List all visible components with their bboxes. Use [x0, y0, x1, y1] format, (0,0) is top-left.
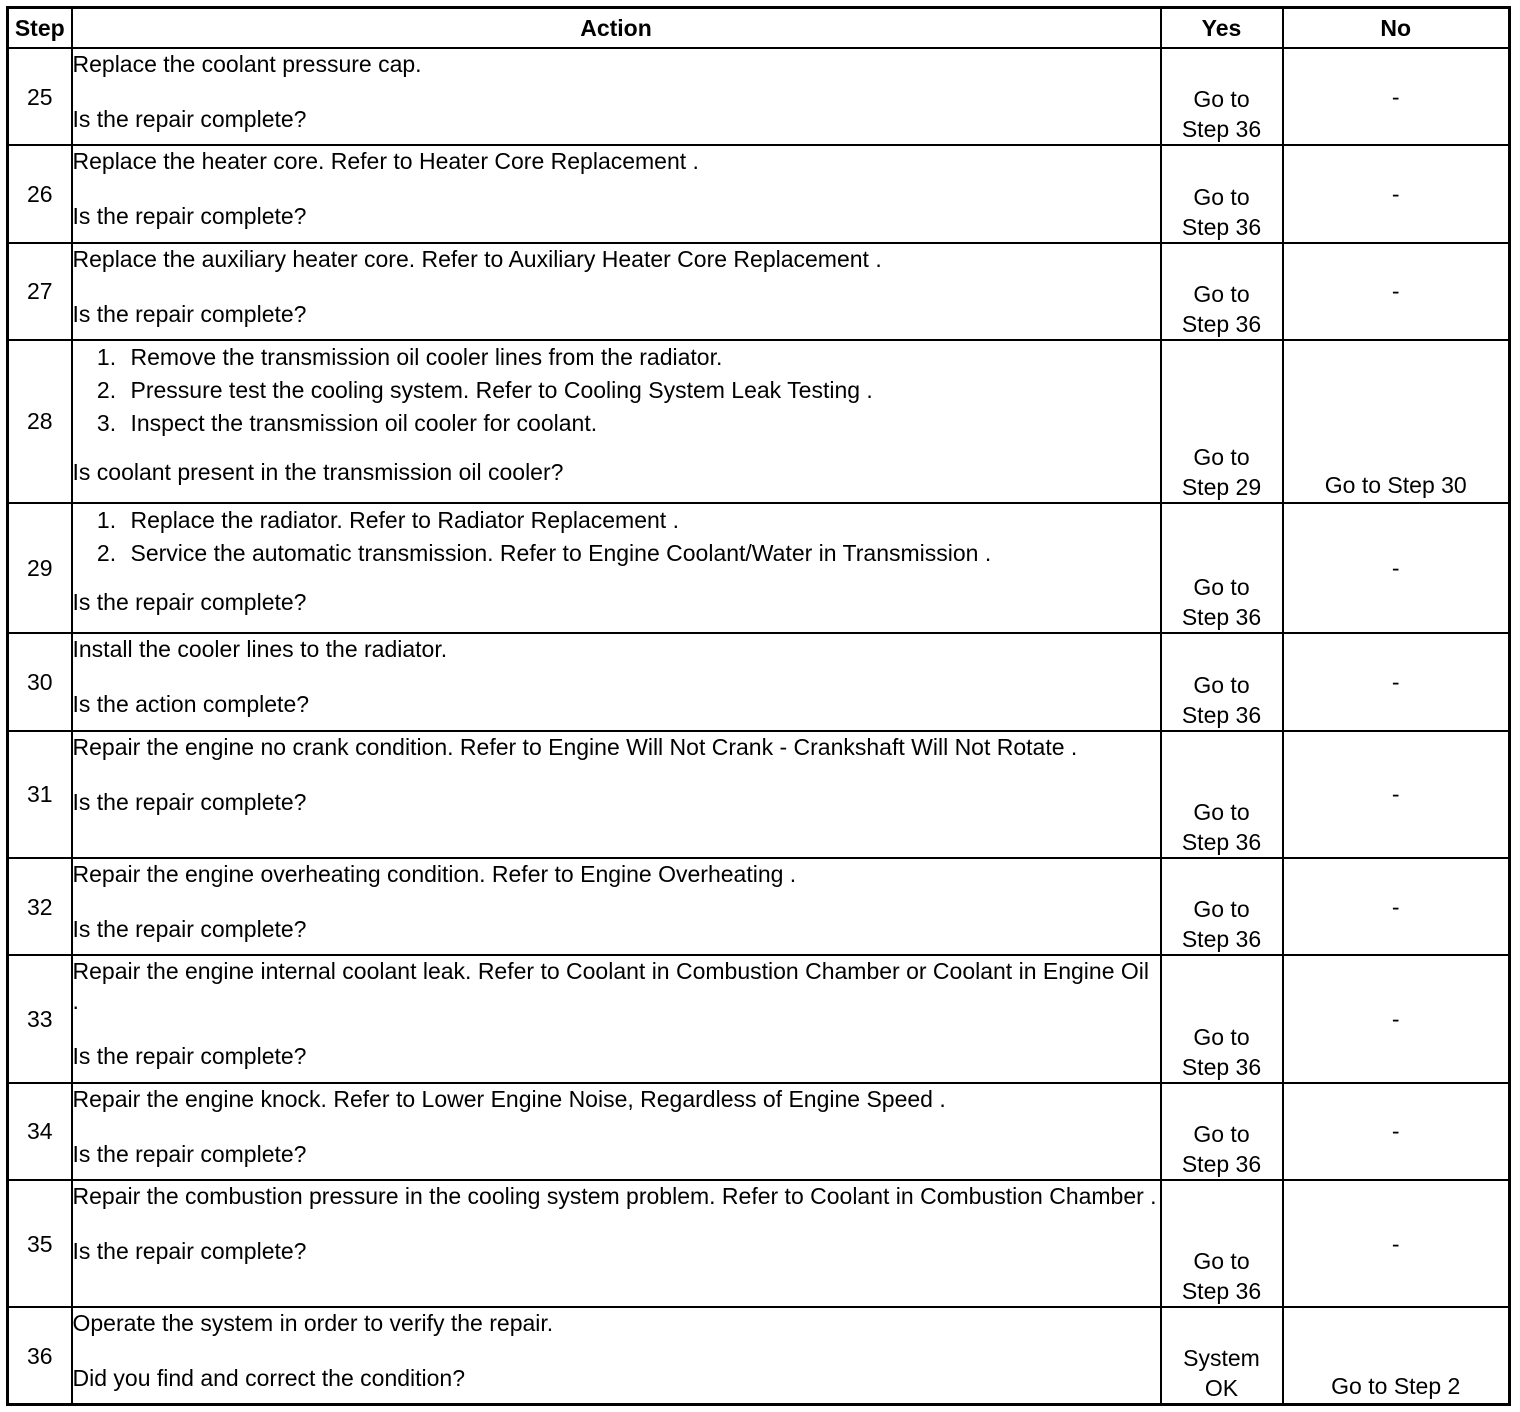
- yes-line: Go to: [1193, 574, 1250, 601]
- step-number: 35: [8, 1180, 72, 1307]
- step-number: 28: [8, 340, 72, 503]
- yes-line: Go to: [1193, 1120, 1250, 1147]
- action-text: Replace the auxiliary heater core. Refer to Auxiliary Heater Core Replacement .: [72, 245, 882, 272]
- table-row: [8, 1307, 1510, 1404]
- header-no: No: [1283, 8, 1510, 49]
- yes-line: Step 36: [1181, 1278, 1262, 1305]
- action-text: Repair the engine knock. Refer to Lower Engine Noise, Regardless of Engine Speed .: [72, 1085, 946, 1112]
- action-cell: [72, 48, 1161, 145]
- yes-line: OK: [1204, 1375, 1239, 1401]
- action-cell: [72, 731, 1161, 858]
- step-number: 32: [8, 858, 72, 955]
- no-cell: -: [1283, 955, 1510, 1082]
- action-question: Is the action complete?: [72, 691, 310, 718]
- table-row: [8, 1083, 1510, 1180]
- action-question: Is the repair complete?: [72, 1237, 307, 1264]
- yes-line: Step 36: [1181, 1053, 1262, 1080]
- yes-line: Step 36: [1181, 310, 1262, 337]
- no-cell: -: [1283, 145, 1510, 242]
- list-item: 1. Remove the transmission oil cooler lines from the radiator.: [123, 341, 1160, 374]
- action-question: Did you find and correct the condition?: [72, 1365, 466, 1392]
- yes-line: Step 36: [1181, 1150, 1262, 1177]
- table-row: [8, 145, 1510, 242]
- action-question: Is the repair complete?: [72, 300, 307, 327]
- yes-line: Step 36: [1181, 701, 1262, 728]
- action-cell: [72, 1180, 1161, 1307]
- header-yes: Yes: [1161, 8, 1283, 49]
- yes-line: Go to: [1193, 896, 1250, 923]
- yes-line: Go to: [1193, 183, 1250, 210]
- no-cell: -: [1283, 503, 1510, 633]
- step-number: 25: [8, 48, 72, 145]
- action-cell: [72, 1083, 1161, 1180]
- step-number: 33: [8, 955, 72, 1082]
- action-text: Install the cooler lines to the radiator.: [72, 636, 448, 663]
- list-item: 2. Service the automatic transmission. Refer to Engine Coolant/Water in Transmission .: [123, 537, 1160, 570]
- no-cell: -: [1283, 633, 1510, 730]
- header-row: [8, 8, 1510, 49]
- step-number: 29: [8, 503, 72, 633]
- action-text: Repair the engine overheating condition. Refer to Engine Overheating .: [72, 861, 797, 888]
- yes-cell: [1161, 633, 1283, 730]
- step-number: 26: [8, 145, 72, 242]
- yes-line: Go to: [1193, 1023, 1250, 1050]
- action-text: Repair the combustion pressure in the cooling system problem. Refer to Coolant in Combustion Chamber .: [72, 1182, 1157, 1209]
- table-row: [8, 340, 1510, 503]
- table-row: [8, 633, 1510, 730]
- table-row: [8, 503, 1510, 633]
- yes-cell: [1161, 145, 1283, 242]
- list-item: 3. Inspect the transmission oil cooler for coolant.: [123, 407, 1160, 440]
- yes-line: Go to: [1193, 1248, 1250, 1275]
- no-cell: Go to Step 2: [1283, 1307, 1510, 1404]
- action-text: Repair the engine internal coolant leak. Refer to Coolant in Combustion Chamber or Coolant in Engine Oil .: [72, 958, 1149, 1015]
- action-question: Is the repair complete?: [72, 1140, 307, 1167]
- yes-cell: [1161, 48, 1283, 145]
- yes-line: Step 36: [1181, 926, 1262, 953]
- step-number: 34: [8, 1083, 72, 1180]
- action-cell: [72, 633, 1161, 730]
- yes-line: Go to: [1193, 799, 1250, 826]
- step-number: 30: [8, 633, 72, 730]
- diagnostic-table: [6, 6, 1511, 1406]
- yes-line: Go to: [1193, 280, 1250, 307]
- header-action: Action: [72, 8, 1161, 49]
- no-cell: -: [1283, 48, 1510, 145]
- yes-cell: [1161, 1180, 1283, 1307]
- action-question: Is the repair complete?: [72, 916, 307, 943]
- step-number: 27: [8, 243, 72, 340]
- action-steps-list: [73, 504, 1160, 570]
- yes-cell: [1161, 1083, 1283, 1180]
- action-cell: [72, 340, 1161, 503]
- action-cell: [72, 858, 1161, 955]
- action-cell: [72, 145, 1161, 242]
- yes-line: Step 36: [1181, 116, 1262, 143]
- yes-cell: [1161, 731, 1283, 858]
- action-cell: [72, 243, 1161, 340]
- action-question: Is the repair complete?: [72, 1043, 307, 1070]
- table-row: [8, 955, 1510, 1082]
- action-question: Is the repair complete?: [72, 589, 307, 616]
- action-cell: [72, 955, 1161, 1082]
- yes-line: Step 36: [1181, 213, 1262, 240]
- list-item: 2. Pressure test the cooling system. Refer to Cooling System Leak Testing .: [123, 374, 1160, 407]
- no-cell: -: [1283, 858, 1510, 955]
- no-cell: -: [1283, 731, 1510, 858]
- step-number: 36: [8, 1307, 72, 1404]
- action-steps-list: [73, 341, 1160, 440]
- action-question: Is coolant present in the transmission oil cooler?: [72, 458, 564, 485]
- action-text: Operate the system in order to verify the repair.: [72, 1310, 554, 1337]
- action-cell: [72, 1307, 1161, 1404]
- header-step: Step: [8, 8, 72, 49]
- yes-line: Go to: [1193, 86, 1250, 113]
- table-row: [8, 48, 1510, 145]
- yes-cell: [1161, 955, 1283, 1082]
- yes-line: Go to: [1193, 671, 1250, 698]
- no-cell: Go to Step 30: [1283, 340, 1510, 503]
- no-cell: -: [1283, 243, 1510, 340]
- table-row: [8, 243, 1510, 340]
- yes-line: Step 36: [1181, 604, 1262, 631]
- yes-cell: [1161, 340, 1283, 503]
- action-text: Repair the engine no crank condition. Refer to Engine Will Not Crank - Crankshaft Will Not Rotate .: [72, 733, 1078, 760]
- action-question: Is the repair complete?: [72, 788, 307, 815]
- table-row: [8, 1180, 1510, 1307]
- yes-line: Step 36: [1181, 829, 1262, 856]
- action-text: Replace the coolant pressure cap.: [72, 51, 422, 77]
- yes-cell: [1161, 243, 1283, 340]
- action-cell: [72, 503, 1161, 633]
- step-number: 31: [8, 731, 72, 858]
- no-cell: -: [1283, 1083, 1510, 1180]
- action-question: Is the repair complete?: [72, 203, 307, 230]
- yes-line: System: [1183, 1345, 1260, 1371]
- no-cell: -: [1283, 1180, 1510, 1307]
- yes-cell: [1161, 858, 1283, 955]
- list-item: 1. Replace the radiator. Refer to Radiator Replacement .: [123, 504, 1160, 537]
- table-row: [8, 731, 1510, 858]
- table-row: [8, 858, 1510, 955]
- yes-cell: [1161, 503, 1283, 633]
- action-question: Is the repair complete?: [72, 106, 307, 132]
- yes-line: Go to: [1193, 444, 1250, 471]
- yes-cell: [1161, 1307, 1283, 1404]
- action-text: Replace the heater core. Refer to Heater Core Replacement .: [72, 148, 699, 175]
- yes-line: Step 29: [1181, 474, 1262, 501]
